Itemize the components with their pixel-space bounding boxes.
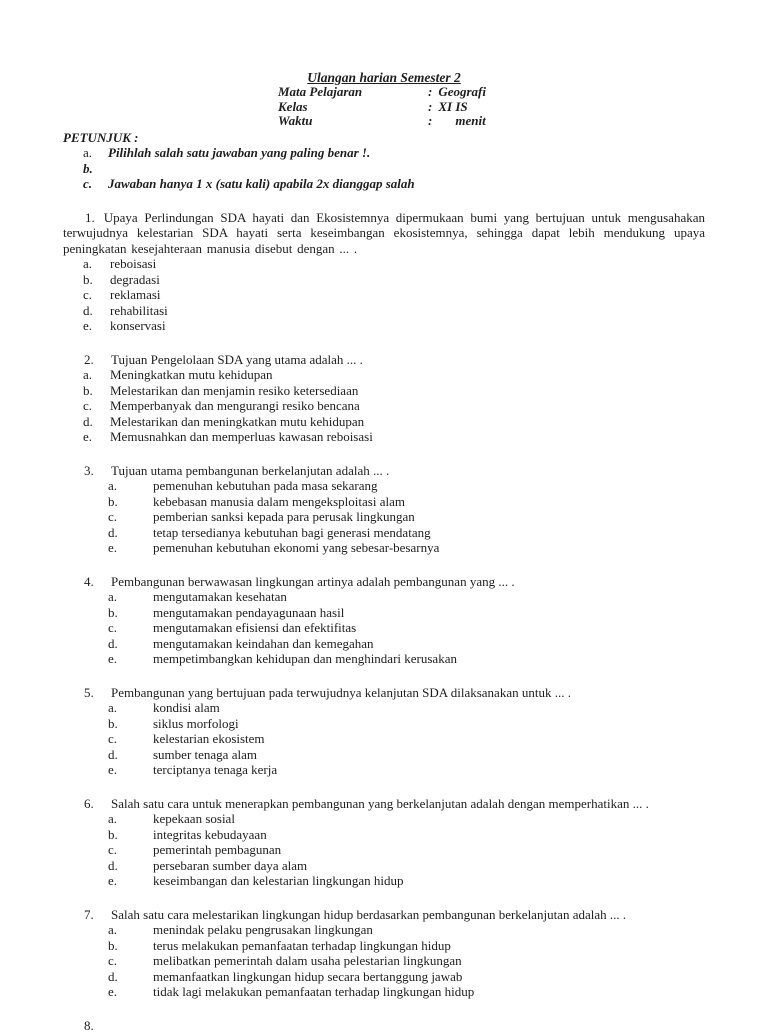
option-text: kepekaan sosial: [153, 811, 235, 827]
answer-option: [63, 318, 705, 334]
option-text: Meningkatkan mutu kehidupan: [110, 367, 272, 383]
instruction-letter: b.: [83, 161, 108, 177]
options-list: [63, 256, 705, 334]
answer-option: [63, 731, 705, 747]
answer-option: [63, 747, 705, 763]
question-text: Upaya Perlindungan SDA hayati dan Ekosistemnya dipermukaan bumi yang bertujuan untuk mengusahakan terwujudnya kelestarian SDA hayati serta keseimbangan ekosistemnya, sehingga dapat lebih mendukung upaya peningkatan kesejahteraan manusia disebut dengan ... .: [63, 210, 705, 256]
answer-option: [63, 636, 705, 652]
meta-row-subject: [278, 85, 705, 100]
option-letter: c.: [108, 731, 153, 747]
option-letter: c.: [108, 509, 153, 525]
answer-option: [63, 540, 705, 556]
option-text: terciptanya tenaga kerja: [153, 762, 277, 778]
document-title: Ulangan harian Semester 2: [307, 70, 460, 85]
option-letter: d.: [108, 525, 153, 541]
answer-option: [63, 256, 705, 272]
option-letter: e.: [108, 540, 153, 556]
option-text: menindak pelaku pengrusakan lingkungan: [153, 922, 373, 938]
question-head: [63, 796, 705, 812]
class-value: XI IS: [438, 100, 467, 115]
option-letter: d.: [83, 303, 110, 319]
question-head: [63, 574, 705, 590]
answer-option: [63, 272, 705, 288]
question-head: [63, 1018, 705, 1033]
answer-option: [63, 620, 705, 636]
answer-option: [63, 287, 705, 303]
question-text: Tujuan Pengelolaan SDA yang utama adalah ... .: [111, 352, 363, 368]
instruction-letter: a.: [83, 145, 108, 161]
answer-option: [63, 303, 705, 319]
option-text: terus melakukan pemanfaatan terhadap lingkungan hidup: [153, 938, 451, 954]
question-number: 2.: [84, 352, 111, 368]
answer-option: [63, 509, 705, 525]
option-text: rehabilitasi: [110, 303, 168, 319]
options-list: [63, 700, 705, 778]
option-text: tidak lagi melakukan pemanfaatan terhadap lingkungan hidup: [153, 984, 474, 1000]
option-letter: c.: [108, 842, 153, 858]
option-letter: e.: [108, 762, 153, 778]
instruction-item: [63, 145, 705, 161]
answer-option: [63, 922, 705, 938]
class-colon: :: [428, 100, 432, 115]
subject-colon: :: [428, 85, 432, 100]
question-text: Salah satu cara melestarikan lingkungan hidup berdasarkan pembangunan berkelanjutan adalah ... .: [111, 907, 626, 923]
instructions-section: [63, 130, 705, 192]
option-text: Melestarikan dan meningkatkan mutu kehidupan: [110, 414, 364, 430]
answer-option: [63, 494, 705, 510]
option-text: kebebasan manusia dalam mengeksploitasi alam: [153, 494, 405, 510]
option-text: mengutamakan pendayagunaan hasil: [153, 605, 344, 621]
answer-option: [63, 938, 705, 954]
option-letter: e.: [83, 429, 110, 445]
option-text: pemenuhan kebutuhan pada masa sekarang: [153, 478, 378, 494]
answer-option: [63, 589, 705, 605]
option-letter: d.: [108, 747, 153, 763]
time-value: menit: [455, 114, 485, 129]
option-text: mempetimbangkan kehidupan dan menghindari kerusakan: [153, 651, 457, 667]
option-letter: b.: [108, 494, 153, 510]
question-head: [63, 210, 705, 257]
option-letter: b.: [83, 383, 110, 399]
answer-option: [63, 716, 705, 732]
option-letter: b.: [108, 716, 153, 732]
option-letter: b.: [83, 272, 110, 288]
answer-option: [63, 478, 705, 494]
question-text: Tujuan utama pembangunan berkelanjutan adalah ... .: [111, 463, 389, 479]
question-number: 8.: [84, 1018, 111, 1033]
question: [63, 907, 705, 1000]
option-text: persebaran sumber daya alam: [153, 858, 307, 874]
option-letter: a.: [108, 700, 153, 716]
answer-option: [63, 398, 705, 414]
answer-option: [63, 700, 705, 716]
question-number: 7.: [84, 907, 111, 923]
time-label: Waktu: [278, 114, 428, 129]
option-text: kondisi alam: [153, 700, 220, 716]
question: [63, 796, 705, 889]
option-letter: e.: [108, 873, 153, 889]
answer-option: [63, 984, 705, 1000]
option-text: mengutamakan kesehatan: [153, 589, 287, 605]
question-head: [63, 907, 705, 923]
option-letter: d.: [108, 636, 153, 652]
option-text: pemerintah pembagunan: [153, 842, 281, 858]
option-text: Memperbanyak dan mengurangi resiko bencana: [110, 398, 360, 414]
answer-option: [63, 367, 705, 383]
options-list: [63, 367, 705, 445]
question: [63, 352, 705, 445]
subject-label: Mata Pelajaran: [278, 85, 428, 100]
answer-option: [63, 858, 705, 874]
instruction-text: Pilihlah salah satu jawaban yang paling benar !.: [108, 145, 370, 161]
option-text: memanfaatkan lingkungan hidup secara bertanggung jawab: [153, 969, 462, 985]
option-letter: d.: [108, 858, 153, 874]
option-text: degradasi: [110, 272, 160, 288]
answer-option: [63, 429, 705, 445]
questions-list: [63, 210, 705, 1033]
instruction-item: [63, 176, 705, 192]
option-letter: a.: [108, 811, 153, 827]
answer-option: [63, 651, 705, 667]
option-text: sumber tenaga alam: [153, 747, 257, 763]
question: [63, 685, 705, 778]
question-head: [63, 352, 705, 368]
question: [63, 463, 705, 556]
question-number: 6.: [84, 796, 111, 812]
option-letter: b.: [108, 605, 153, 621]
question-text: Salah satu cara untuk menerapkan pembangunan yang berkelanjutan adalah dengan memperhatikan ... .: [111, 796, 649, 812]
option-text: integritas kebudayaan: [153, 827, 267, 843]
document-meta: [278, 85, 705, 129]
answer-option: [63, 969, 705, 985]
option-text: reboisasi: [110, 256, 156, 272]
instructions-heading: PETUNJUK :: [63, 130, 705, 146]
option-text: reklamasi: [110, 287, 161, 303]
option-letter: e.: [83, 318, 110, 334]
option-text: kelestarian ekosistem: [153, 731, 265, 747]
option-letter: e.: [108, 651, 153, 667]
time-colon: :: [428, 114, 432, 129]
options-list: [63, 589, 705, 667]
answer-option: [63, 842, 705, 858]
question-text: Pembangunan berwawasan lingkungan artinya adalah pembangunan yang ... .: [111, 574, 515, 590]
option-letter: a.: [83, 367, 110, 383]
option-text: mengutamakan keindahan dan kemegahan: [153, 636, 374, 652]
question: [63, 210, 705, 334]
option-letter: c.: [108, 620, 153, 636]
option-letter: d.: [108, 969, 153, 985]
instruction-text: Jawaban hanya 1 x (satu kali) apabila 2x dianggap salah: [108, 176, 415, 192]
question: [63, 574, 705, 667]
option-text: siklus morfologi: [153, 716, 239, 732]
answer-option: [63, 414, 705, 430]
option-letter: e.: [108, 984, 153, 1000]
option-text: Memusnahkan dan memperluas kawasan reboisasi: [110, 429, 373, 445]
subject-value: Geografi: [438, 85, 486, 100]
option-letter: a.: [108, 478, 153, 494]
answer-option: [63, 953, 705, 969]
question: [63, 1018, 705, 1033]
option-letter: c.: [83, 398, 110, 414]
question-number: 3.: [84, 463, 111, 479]
option-text: melibatkan pemerintah dalam usaha pelestarian lingkungan: [153, 953, 462, 969]
option-text: pemberian sanksi kepada para perusak lingkungan: [153, 509, 415, 525]
meta-row-time: [278, 114, 705, 129]
options-list: [63, 811, 705, 889]
answer-option: [63, 827, 705, 843]
document-header: [63, 70, 705, 85]
meta-row-class: [278, 100, 705, 115]
option-letter: d.: [83, 414, 110, 430]
question-head: [63, 685, 705, 701]
question-number: 1.: [85, 210, 104, 225]
options-list: [63, 922, 705, 1000]
option-text: tetap tersedianya kebutuhan bagi generasi mendatang: [153, 525, 431, 541]
question-head: [63, 463, 705, 479]
answer-option: [63, 762, 705, 778]
option-text: pemenuhan kebutuhan ekonomi yang sebesar-besarnya: [153, 540, 439, 556]
option-text: konservasi: [110, 318, 166, 334]
option-text: keseimbangan dan kelestarian lingkungan hidup: [153, 873, 404, 889]
question-text: Pembangunan yang bertujuan pada terwujudnya kelanjutan SDA dilaksanakan untuk ... .: [111, 685, 571, 701]
option-text: Melestarikan dan menjamin resiko ketersediaan: [110, 383, 358, 399]
answer-option: [63, 605, 705, 621]
option-letter: a.: [108, 589, 153, 605]
option-letter: b.: [108, 827, 153, 843]
options-list: [63, 478, 705, 556]
answer-option: [63, 525, 705, 541]
answer-option: [63, 383, 705, 399]
option-letter: b.: [108, 938, 153, 954]
class-label: Kelas: [278, 100, 428, 115]
option-letter: a.: [108, 922, 153, 938]
option-letter: a.: [83, 256, 110, 272]
answer-option: [63, 811, 705, 827]
option-text: mengutamakan efisiensi dan efektifitas: [153, 620, 356, 636]
instruction-item: [63, 161, 705, 177]
instruction-letter: c.: [83, 176, 108, 192]
question-number: 4.: [84, 574, 111, 590]
question-number: 5.: [84, 685, 111, 701]
option-letter: c.: [83, 287, 110, 303]
option-letter: c.: [108, 953, 153, 969]
answer-option: [63, 873, 705, 889]
